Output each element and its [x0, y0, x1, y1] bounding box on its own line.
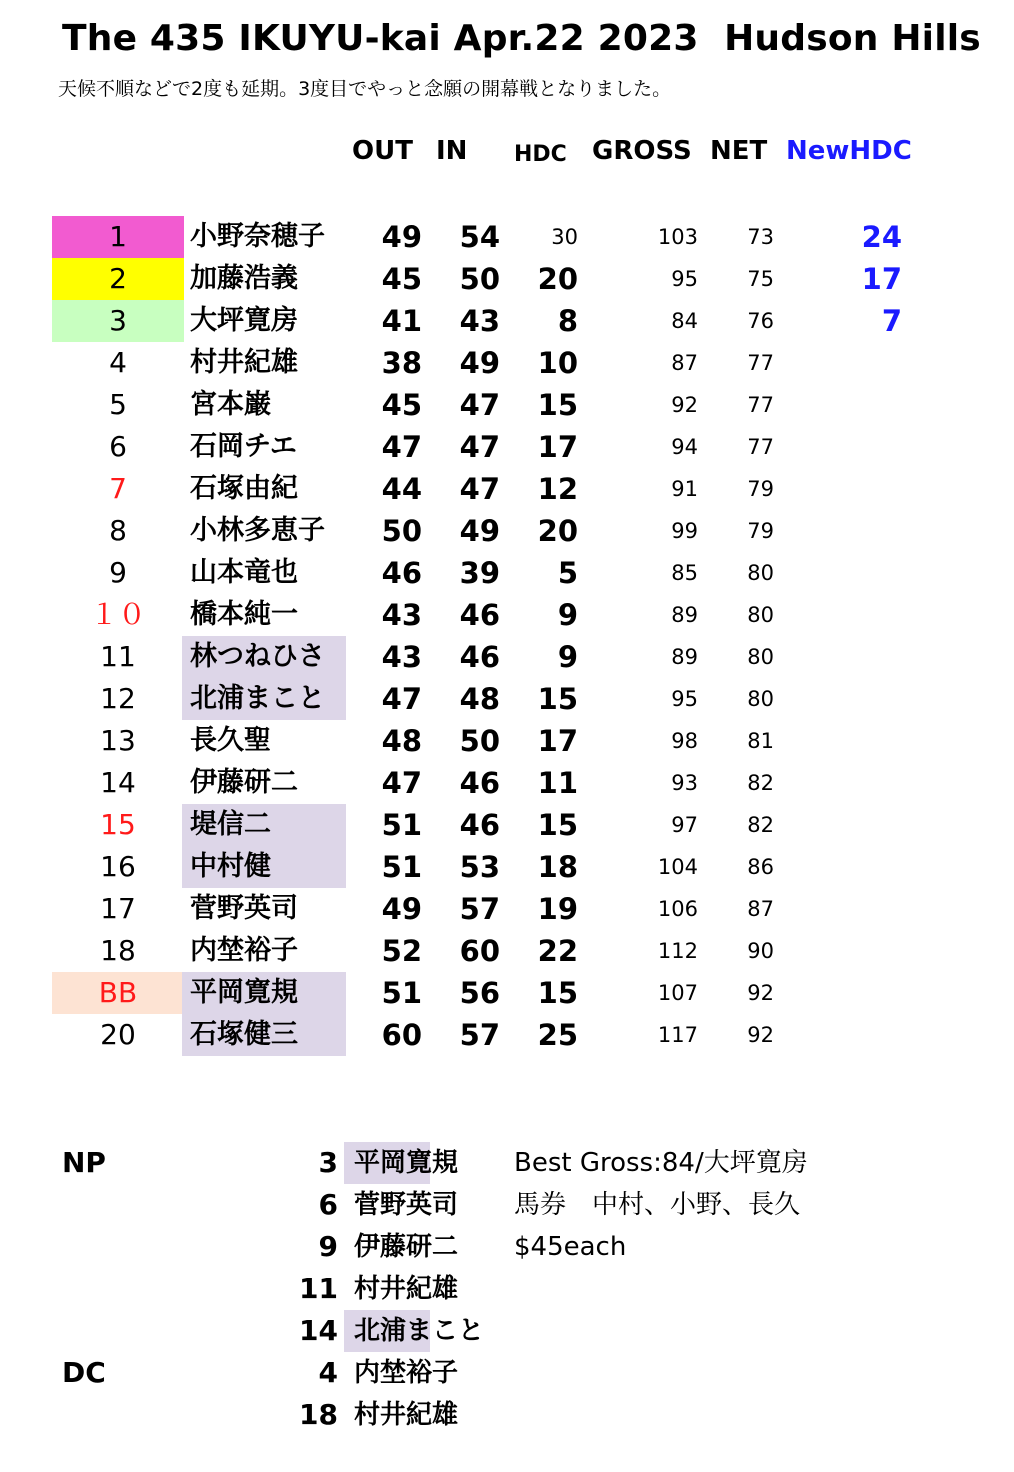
award-row — [0, 1310, 1014, 1352]
gross-score: 107 — [657, 981, 698, 1005]
out-score: 45 — [381, 388, 422, 422]
in-score: 39 — [459, 556, 500, 590]
gross-score: 84 — [671, 309, 698, 333]
award-row — [0, 1268, 1014, 1310]
in-score: 50 — [459, 724, 500, 758]
table-row — [0, 762, 1014, 804]
out-score: 43 — [381, 598, 422, 632]
table-row — [0, 258, 1014, 300]
net-score: 76 — [747, 309, 774, 333]
in-score: 47 — [459, 430, 500, 464]
hdc-value: 22 — [537, 934, 578, 968]
net-score: 87 — [747, 897, 774, 921]
hdc-value: 17 — [537, 430, 578, 464]
net-score: 80 — [747, 603, 774, 627]
hdc-value: 15 — [537, 682, 578, 716]
award-winner: 村井紀雄 — [354, 1400, 459, 1430]
out-score: 49 — [381, 892, 422, 926]
table-row — [0, 216, 1014, 258]
rank-cell: 18 — [100, 934, 136, 967]
net-score: 73 — [747, 225, 774, 249]
table-row — [0, 804, 1014, 846]
gross-score: 106 — [657, 897, 698, 921]
in-score: 47 — [459, 472, 500, 506]
in-score: 47 — [459, 388, 500, 422]
player-name: 北浦まこと — [182, 678, 346, 720]
out-score: 45 — [381, 262, 422, 296]
gross-score: 91 — [671, 477, 698, 501]
net-score: 92 — [747, 1023, 774, 1047]
hdc-value: 15 — [537, 976, 578, 1010]
award-row — [0, 1184, 1014, 1226]
net-score: 82 — [747, 771, 774, 795]
table-row — [0, 930, 1014, 972]
table-row — [0, 342, 1014, 384]
rank-cell: 7 — [109, 472, 127, 505]
gross-score: 89 — [671, 645, 698, 669]
hdc-value: 25 — [537, 1018, 578, 1052]
rank-cell: 13 — [100, 724, 136, 757]
in-score: 54 — [459, 220, 500, 254]
hole-number: 14 — [299, 1314, 338, 1347]
in-score: 48 — [459, 682, 500, 716]
out-score: 51 — [381, 976, 422, 1010]
out-score: 60 — [381, 1018, 422, 1052]
rank-cell: 9 — [109, 556, 127, 589]
net-score: 75 — [747, 267, 774, 291]
player-name: 伊藤研二 — [190, 767, 298, 798]
hdc-value: 5 — [557, 556, 578, 590]
rank-cell: 14 — [100, 766, 136, 799]
out-score: 38 — [381, 346, 422, 380]
table-row — [0, 426, 1014, 468]
in-score: 46 — [459, 598, 500, 632]
rank-cell: 2 — [52, 258, 184, 300]
in-score: 53 — [459, 850, 500, 884]
table-row — [0, 846, 1014, 888]
player-name: 林つねひさ — [182, 636, 346, 678]
net-score: 79 — [747, 519, 774, 543]
rank-cell: 1 — [52, 216, 184, 258]
gross-score: 112 — [657, 939, 698, 963]
new-hdc-value: 17 — [861, 262, 902, 296]
gross-score: 87 — [671, 351, 698, 375]
award-row — [0, 1394, 1014, 1436]
out-score: 51 — [381, 850, 422, 884]
rank-cell: BB — [52, 972, 184, 1014]
out-score: 51 — [381, 808, 422, 842]
header-newhdc: NewHDC — [786, 136, 912, 166]
np-label: NP — [62, 1146, 106, 1179]
results-table — [0, 216, 1014, 1056]
gross-score: 92 — [671, 393, 698, 417]
net-score: 82 — [747, 813, 774, 837]
header-hdc: HDC — [514, 142, 567, 167]
player-name: 内埜裕子 — [190, 935, 298, 966]
rank-cell: 8 — [109, 514, 127, 547]
player-name: 石塚由紀 — [190, 473, 298, 504]
player-name: 石塚健三 — [182, 1014, 346, 1056]
new-hdc-value: 24 — [861, 220, 902, 254]
table-row — [0, 972, 1014, 1014]
award-winner: 内埜裕子 — [354, 1358, 459, 1388]
player-name: 長久聖 — [190, 725, 271, 756]
net-score: 81 — [747, 729, 774, 753]
player-name: 菅野英司 — [190, 893, 298, 924]
net-score: 80 — [747, 561, 774, 585]
hdc-value: 30 — [551, 225, 578, 249]
out-score: 43 — [381, 640, 422, 674]
awards-section — [0, 1142, 1014, 1436]
player-name: 山本竜也 — [190, 557, 298, 588]
out-score: 47 — [381, 682, 422, 716]
hdc-value: 18 — [537, 850, 578, 884]
net-score: 92 — [747, 981, 774, 1005]
player-name: 小野奈穂子 — [190, 221, 325, 252]
award-row — [0, 1352, 1014, 1394]
award-row — [0, 1226, 1014, 1268]
rank-cell: 17 — [100, 892, 136, 925]
hdc-value: 20 — [537, 514, 578, 548]
hole-number: 9 — [318, 1230, 338, 1263]
header-net: NET — [710, 136, 768, 166]
award-row — [0, 1142, 1014, 1184]
gross-score: 95 — [671, 687, 698, 711]
in-score: 43 — [459, 304, 500, 338]
out-score: 47 — [381, 766, 422, 800]
net-score: 80 — [747, 645, 774, 669]
header-out: OUT — [352, 136, 413, 166]
in-score: 46 — [459, 766, 500, 800]
hole-number: 6 — [318, 1188, 338, 1221]
net-score: 77 — [747, 351, 774, 375]
hole-number: 3 — [318, 1146, 338, 1179]
rank-cell: 4 — [109, 346, 127, 379]
in-score: 50 — [459, 262, 500, 296]
award-winner: 村井紀雄 — [354, 1274, 459, 1304]
rank-cell: 20 — [100, 1018, 136, 1051]
out-score: 44 — [381, 472, 422, 506]
gross-score: 117 — [657, 1023, 698, 1047]
in-score: 46 — [459, 640, 500, 674]
award-winner: 菅野英司 — [354, 1190, 459, 1220]
table-row — [0, 384, 1014, 426]
header-gross: GROSS — [592, 136, 692, 166]
page-subtitle: 天候不順などで2度も延期。3度目でやっと念願の開幕戦となりました。 — [58, 78, 672, 100]
hdc-value: 12 — [537, 472, 578, 506]
rank-cell: 3 — [52, 300, 184, 342]
award-winner: 伊藤研二 — [354, 1232, 459, 1262]
player-name: 橋本純一 — [190, 599, 298, 630]
net-score: 77 — [747, 393, 774, 417]
table-row — [0, 468, 1014, 510]
hole-number: 4 — [318, 1356, 338, 1389]
in-score: 49 — [459, 514, 500, 548]
rank-cell: 16 — [100, 850, 136, 883]
net-score: 86 — [747, 855, 774, 879]
table-row — [0, 888, 1014, 930]
out-score: 41 — [381, 304, 422, 338]
net-score: 79 — [747, 477, 774, 501]
rank-cell: 12 — [100, 682, 136, 715]
gross-score: 89 — [671, 603, 698, 627]
in-score: 57 — [459, 1018, 500, 1052]
hdc-value: 11 — [537, 766, 578, 800]
out-score: 47 — [381, 430, 422, 464]
hdc-value: 10 — [537, 346, 578, 380]
player-name: 石岡チエ — [190, 431, 297, 462]
page-title: The 435 IKUYU-kai Apr.22 2023 Hudson Hills — [62, 18, 981, 59]
hdc-value: 15 — [537, 388, 578, 422]
table-row — [0, 594, 1014, 636]
in-score: 57 — [459, 892, 500, 926]
best-gross-note: Best Gross:84/大坪寛房 — [514, 1148, 808, 1178]
in-score: 56 — [459, 976, 500, 1010]
player-name: 宮本巌 — [190, 389, 271, 420]
gross-score: 104 — [657, 855, 698, 879]
hdc-value: 19 — [537, 892, 578, 926]
gross-score: 99 — [671, 519, 698, 543]
table-row — [0, 552, 1014, 594]
out-score: 49 — [381, 220, 422, 254]
gross-score: 98 — [671, 729, 698, 753]
rank-cell: 15 — [100, 808, 136, 841]
award-winner: 平岡寛規 — [344, 1142, 430, 1184]
rank-cell: 5 — [109, 388, 127, 421]
player-name: 中村健 — [182, 846, 346, 888]
player-name: 加藤浩義 — [190, 263, 298, 294]
header-in: IN — [436, 136, 468, 166]
hdc-value: 17 — [537, 724, 578, 758]
rank-cell: 6 — [109, 430, 127, 463]
hdc-value: 9 — [557, 598, 578, 632]
gross-score: 94 — [671, 435, 698, 459]
table-row — [0, 300, 1014, 342]
rank-cell: 11 — [100, 640, 136, 673]
table-row — [0, 636, 1014, 678]
new-hdc-value: 7 — [881, 304, 902, 338]
gross-score: 97 — [671, 813, 698, 837]
out-score: 50 — [381, 514, 422, 548]
player-name: 小林多恵子 — [190, 515, 325, 546]
player-name: 村井紀雄 — [190, 347, 298, 378]
player-name: 大坪寛房 — [190, 305, 298, 336]
in-score: 49 — [459, 346, 500, 380]
gross-score: 93 — [671, 771, 698, 795]
gross-score: 103 — [657, 225, 698, 249]
table-row — [0, 720, 1014, 762]
gross-score: 85 — [671, 561, 698, 585]
out-score: 52 — [381, 934, 422, 968]
player-name: 堤信二 — [182, 804, 346, 846]
hole-number: 18 — [299, 1398, 338, 1431]
hdc-value: 9 — [557, 640, 578, 674]
in-score: 46 — [459, 808, 500, 842]
net-score: 90 — [747, 939, 774, 963]
table-row — [0, 510, 1014, 552]
net-score: 77 — [747, 435, 774, 459]
hole-number: 11 — [299, 1272, 338, 1305]
player-name: 平岡寛規 — [182, 972, 346, 1014]
out-score: 46 — [381, 556, 422, 590]
net-score: 80 — [747, 687, 774, 711]
out-score: 48 — [381, 724, 422, 758]
hdc-value: 8 — [557, 304, 578, 338]
in-score: 60 — [459, 934, 500, 968]
dc-label: DC — [62, 1356, 106, 1389]
table-row — [0, 1014, 1014, 1056]
rank-cell: １０ — [89, 598, 146, 631]
gross-score: 95 — [671, 267, 698, 291]
betting-note: 馬券 中村、小野、長久 — [514, 1190, 801, 1220]
payout-note: $45each — [514, 1232, 627, 1262]
table-row — [0, 678, 1014, 720]
hdc-value: 20 — [537, 262, 578, 296]
award-winner: 北浦まこと — [344, 1310, 430, 1352]
hdc-value: 15 — [537, 808, 578, 842]
